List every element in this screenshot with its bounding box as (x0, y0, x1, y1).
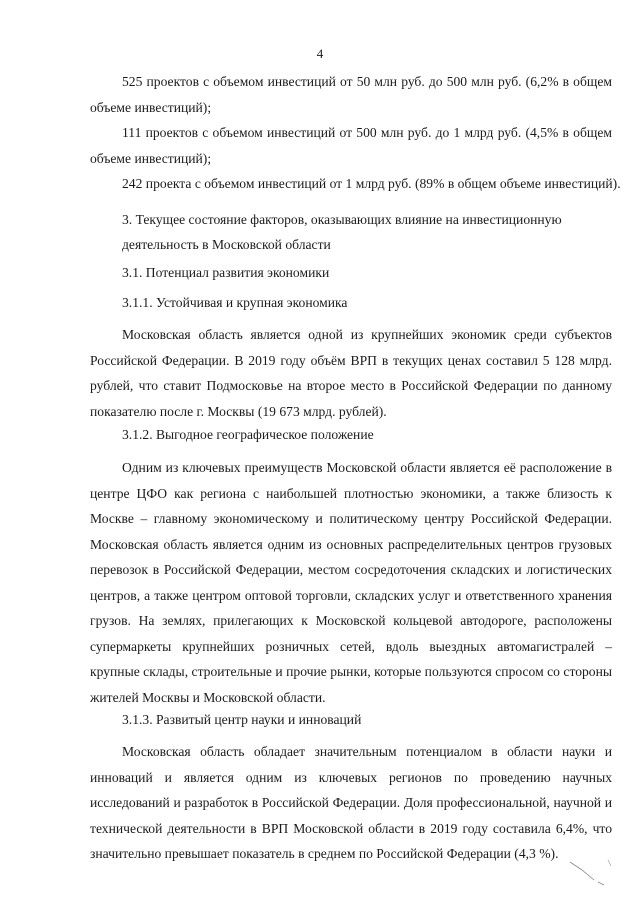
section-heading-3-1-1: 3.1.1. Устойчивая и крупная экономика (122, 295, 348, 310)
paragraph-3-1-1: Московская область является одной из крупнейших экономик среди субъектов Российской Федерации. В 2019 году объём ВРП в текущих ценах составил 5 128 млрд. рублей, что ставит Подмосковье на второе место в Российской Федерации по данному показателю после г. Москвы (19 673 млрд. рублей). (90, 327, 612, 419)
project-item-1: 525 проектов с объемом инвестиций от 50 млн руб. до 500 млн руб. (6,2% в общем объеме инвестиций); (90, 74, 612, 115)
page-number: 4 (316, 46, 324, 61)
project-item-3: 242 проекта с объемом инвестиций от 1 млрд руб. (89% в общем объеме инвестиций). (122, 176, 621, 191)
section-heading-3-1-3: 3.1.3. Развитый центр науки и инноваций (122, 712, 362, 727)
section-heading-3-1-2: 3.1.2. Выгодное географическое положение (122, 427, 374, 442)
section-heading-3-1: 3.1. Потенциал развития экономики (122, 265, 330, 280)
paragraph-3-1-3: Московская область обладает значительным потенциалом в области науки и инноваций и является одним из ключевых регионов по проведению научных исследований и разработок в Российской Федерации. Доля профессиональной, научной и технической деятельности в ВРП Московской области в 2019 году составила 6,4%, что значительно превышает показатель в среднем по Российской Федерации (4,3 %). (90, 744, 612, 861)
section-heading-3-line1: 3. Текущее состояние факторов, оказывающих влияние на инвестиционную (122, 212, 562, 227)
section-heading-3 (122, 207, 562, 257)
project-item-2: 111 проектов с объемом инвестиций от 500 млн руб. до 1 млрд руб. (4,5% в общем объеме инвестиций); (90, 125, 612, 166)
pen-mark (568, 858, 618, 888)
section-heading-3-line2: деятельность в Московской области (122, 237, 331, 252)
paragraph-3-1-2: Одним из ключевых преимуществ Московской области является её расположение в центре ЦФО как региона с наибольшей плотностью экономики, а также близость к Москве – главному экономическому и политическому центру Российской Федерации. Московская область является одним из основных распределительных центров грузовых перевозок в Российской Федерации, местом сосредоточения складских и логистических центров, а также центром оптовой торговли, складских услуг и ответственного хранения грузов. На землях, прилегающих к Московской кольцевой автодороге, расположены супермаркеты крупнейших розничных сетей, вдоль выездных автомагистралей – крупные склады, строительные и прочие рынки, которые пользуются спросом со стороны жителей Москвы и Московской области. (90, 460, 612, 705)
